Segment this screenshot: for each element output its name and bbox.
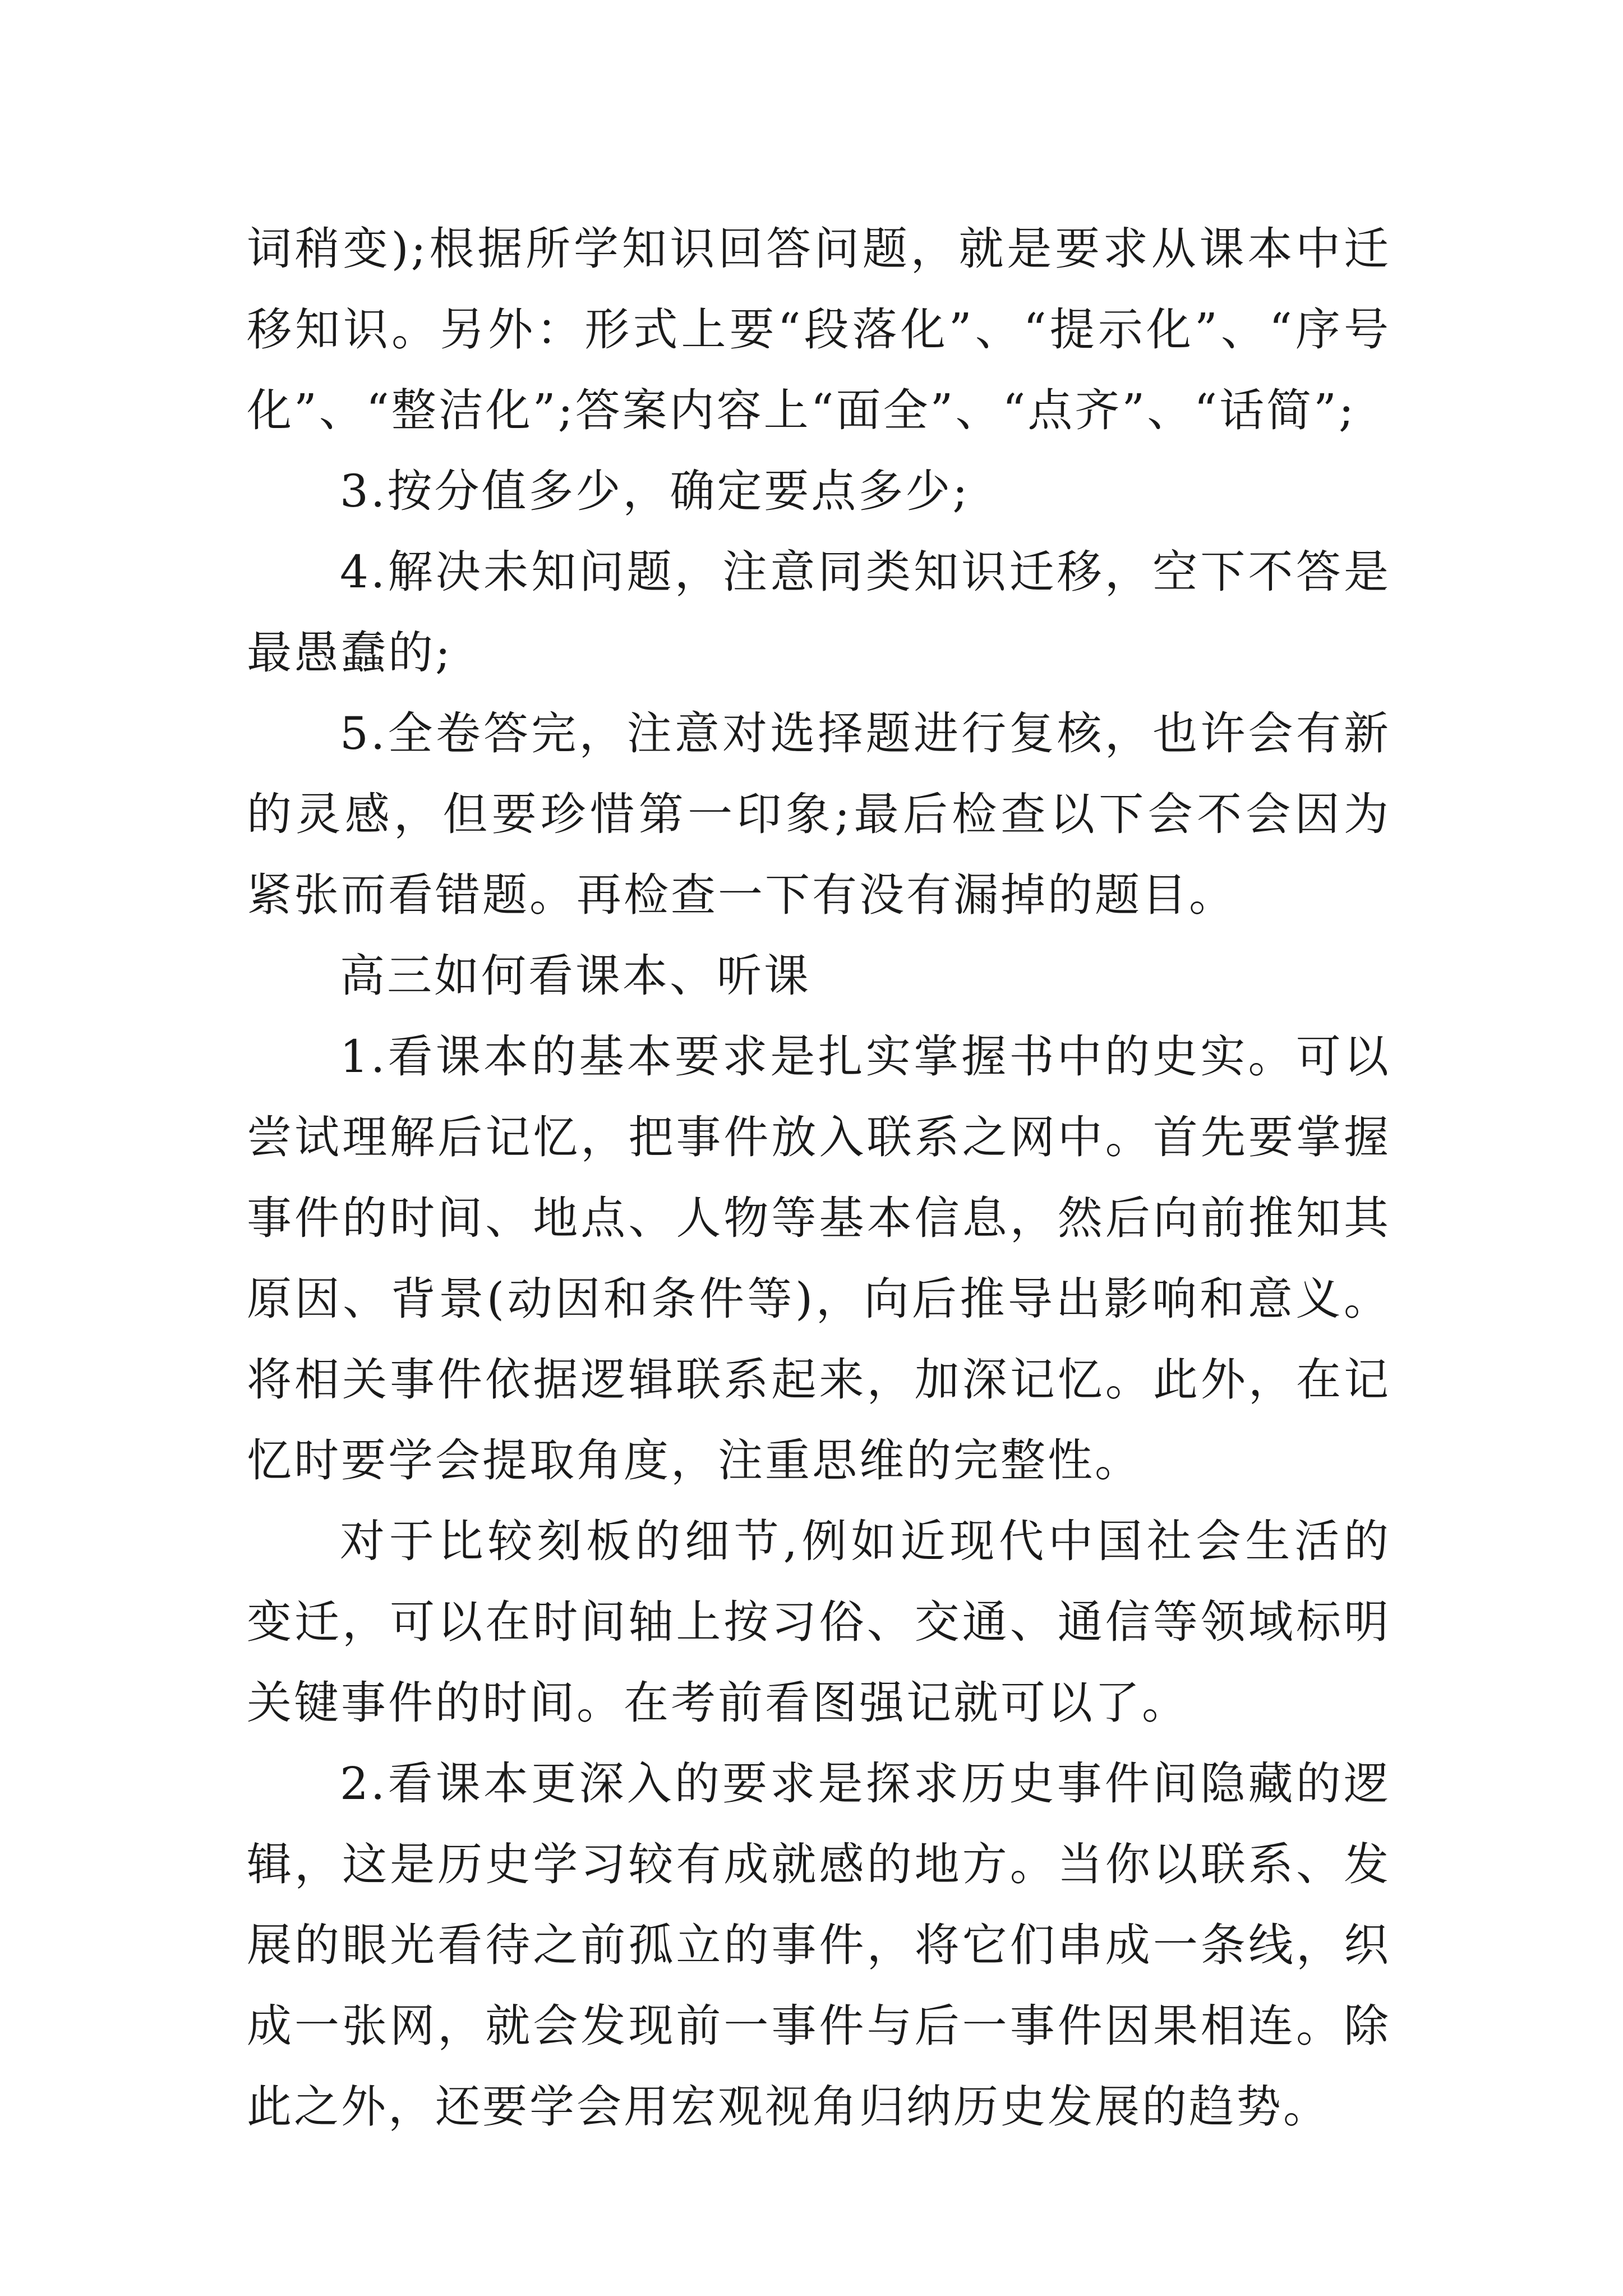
paragraph-2: 3.按分值多少，确定要点多少;	[340, 465, 970, 517]
paragraph-1: 词稍变);根据所学知识回答问题，就是要求从课本中迁移知识。另外：形式上要“段落化”、“提示化”、“序号化”、“整洁化”;答案内容上“面全”、“点齐”、“话简”;	[247, 223, 1391, 436]
document-body	[247, 209, 1391, 2147]
paragraph-4: 5.全卷答完，注意对选择题进行复核，也许会有新的灵感，但要珍惜第一印象;最后检查以下会不会因为紧张而看错题。再检查一下有没有漏掉的题目。	[247, 707, 1391, 921]
paragraph-6: 对于比较刻板的细节,例如近现代中国社会生活的变迁，可以在时间轴上按习俗、交通、通信等领域标明关键事件的时间。在考前看图强记就可以了。	[247, 1515, 1391, 1729]
paragraph-3: 4.解决未知问题，注意同类知识迁移，空下不答是最愚蠢的;	[247, 546, 1391, 679]
paragraph-5: 1.看课本的基本要求是扎实掌握书中的史实。可以尝试理解后记忆，把事件放入联系之网中。首先要掌握事件的时间、地点、人物等基本信息，然后向前推知其原因、背景(动因和条件等)，向后推导出影响和意义。将相关事件依据逻辑联系起来，加深记忆。此外，在记忆时要学会提取角度，注重思维的完整性。	[247, 1030, 1391, 1487]
section-heading: 高三如何看课本、听课	[340, 950, 811, 1002]
paragraph-7: 2.看课本更深入的要求是探求历史事件间隐藏的逻辑，这是历史学习较有成就感的地方。当你以联系、发展的眼光看待之前孤立的事件，将它们串成一条线，织成一张网，就会发现前一事件与后一事件因果相连。除此之外，还要学会用宏观视角归纳历史发展的趋势。	[247, 1757, 1391, 2133]
